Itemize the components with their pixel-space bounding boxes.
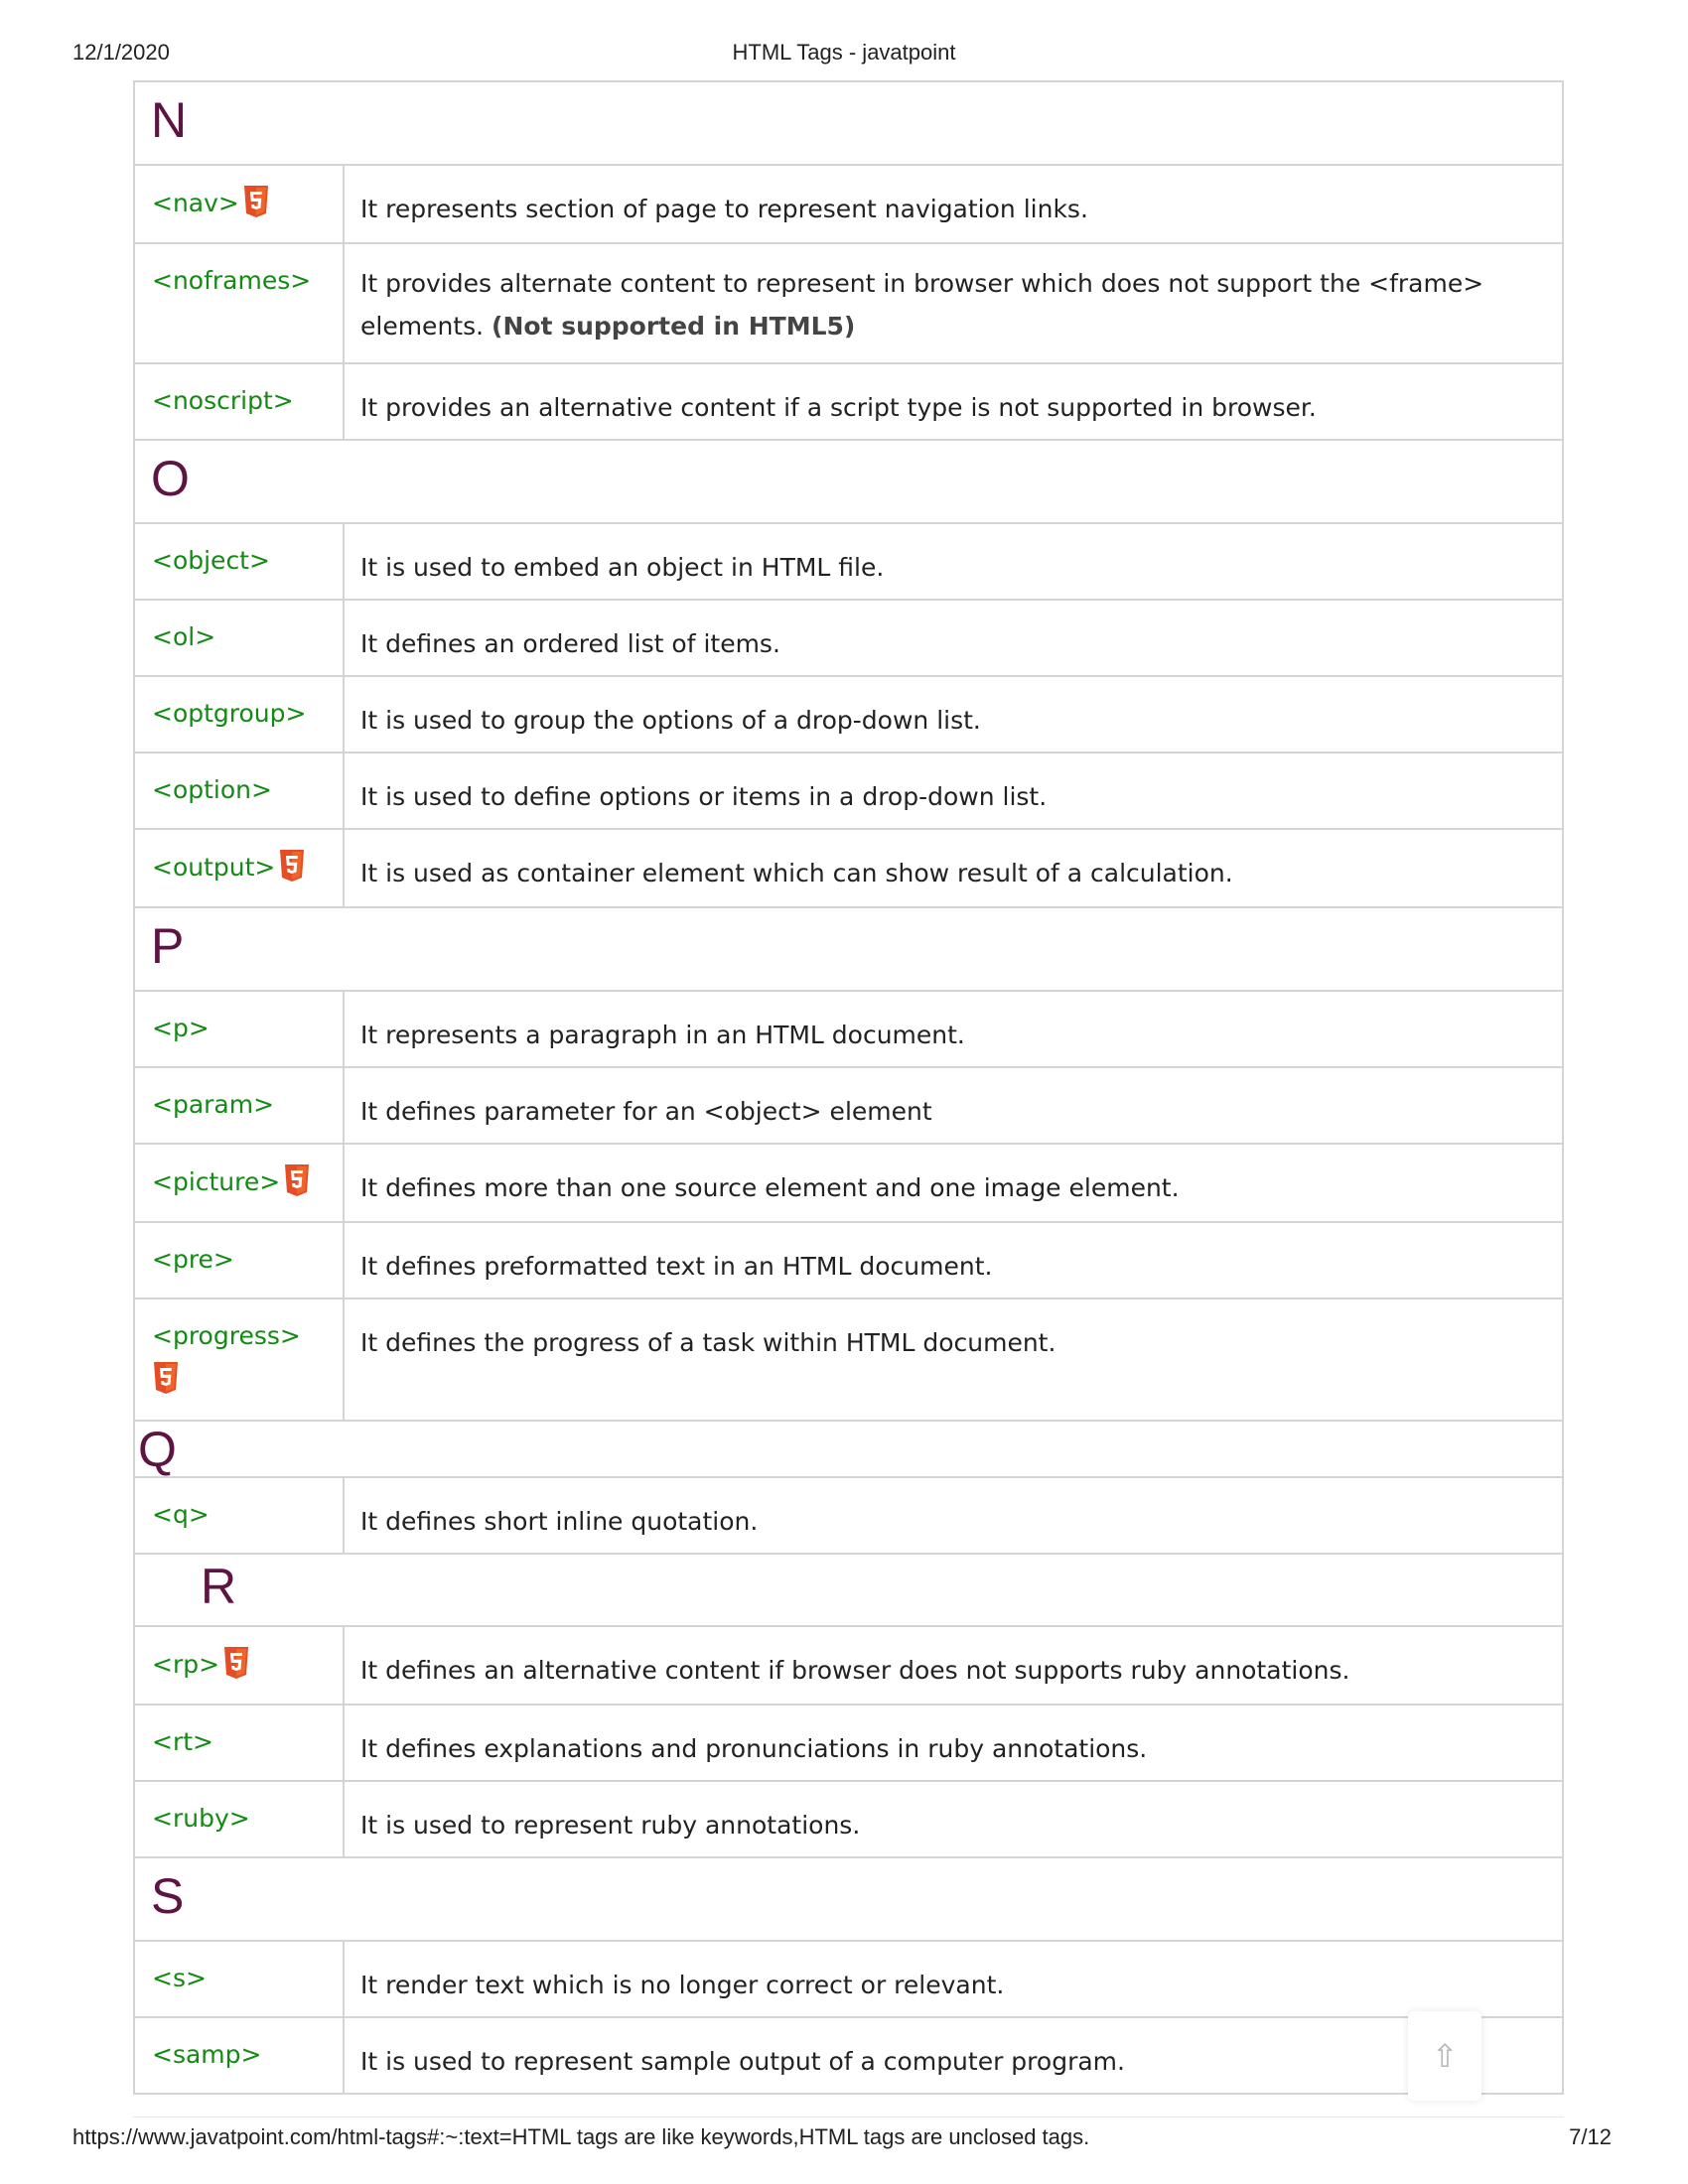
description-cell: It defines short inline quotation. — [344, 1477, 1563, 1554]
description-cell: It defines explanations and pronunciations in ruby annotations. — [344, 1705, 1563, 1781]
tag-name: <progress> — [152, 1321, 301, 1350]
description-cell: It provides an alternative content if a script type is not supported in browser. — [344, 363, 1563, 440]
html5-icon — [283, 1163, 311, 1197]
description-cell: It defines preformatted text in an HTML document. — [344, 1222, 1563, 1298]
tag-cell: <p> — [134, 991, 344, 1067]
arrow-up-icon: ⇧ — [1431, 2037, 1459, 2075]
table-row — [134, 523, 1563, 600]
table-row — [134, 1144, 1563, 1222]
section-letter: R — [134, 1554, 1563, 1626]
section-letter: P — [134, 907, 1563, 991]
description-cell: It defines the progress of a task within HTML document. — [344, 1298, 1563, 1421]
tag-cell: <param> — [134, 1067, 344, 1144]
print-url: https://www.javatpoint.com/html-tags#:~:text=HTML tags are like keywords,HTML tags are unclosed tags. — [72, 2124, 1090, 2149]
description-cell: It defines more than one source element and one image element. — [344, 1144, 1563, 1222]
table-row — [134, 752, 1563, 829]
table-row — [134, 991, 1563, 1067]
table-row — [134, 1705, 1563, 1781]
tag-cell: <optgroup> — [134, 676, 344, 752]
table-row — [134, 1941, 1563, 2017]
page-divider — [133, 2116, 1564, 2117]
description-text: It provides alternate content to represent in browser which does not support the <frame> elements. — [360, 269, 1484, 341]
table-row — [134, 2017, 1563, 2094]
table-row — [134, 829, 1563, 907]
deprecation-note: (Not supported in HTML5) — [492, 312, 856, 341]
description-cell: It defines an ordered list of items. — [344, 600, 1563, 676]
scroll-to-top-button[interactable] — [1408, 2011, 1481, 2101]
tag-name: <rp> — [152, 1650, 220, 1679]
tag-cell — [134, 1144, 344, 1222]
tag-cell: <option> — [134, 752, 344, 829]
tag-cell: <samp> — [134, 2017, 344, 2094]
tag-cell: <object> — [134, 523, 344, 600]
section-header-q — [134, 1421, 1563, 1477]
section-letter: N — [134, 81, 1563, 165]
description-cell: It represents a paragraph in an HTML document. — [344, 991, 1563, 1067]
html5-icon — [222, 1646, 250, 1680]
table-row — [134, 600, 1563, 676]
table-row — [134, 676, 1563, 752]
description-cell: It is used to represent sample output of a computer program. — [344, 2017, 1563, 2094]
section-letter: Q — [134, 1421, 1563, 1477]
tag-name: <output> — [152, 853, 276, 882]
description-cell: It render text which is no longer correct or relevant. — [344, 1941, 1563, 2017]
table-row — [134, 1626, 1563, 1705]
description-cell: It is used to group the options of a drop-down list. — [344, 676, 1563, 752]
section-letter: O — [134, 440, 1563, 523]
print-footer — [0, 2124, 1688, 2154]
table-row — [134, 1222, 1563, 1298]
table-row — [134, 243, 1563, 363]
tag-cell: <noscript> — [134, 363, 344, 440]
description-cell: It defines an alternative content if browser does not supports ruby annotations. — [344, 1626, 1563, 1705]
description-cell — [344, 243, 1563, 363]
description-cell: It represents section of page to represent navigation links. — [344, 165, 1563, 243]
print-header — [0, 40, 1688, 69]
description-cell: It is used as container element which can show result of a calculation. — [344, 829, 1563, 907]
table-row — [134, 165, 1563, 243]
description-cell: It defines parameter for an <object> element — [344, 1067, 1563, 1144]
section-header-p — [134, 907, 1563, 991]
section-header-s — [134, 1857, 1563, 1941]
table-row — [134, 1781, 1563, 1857]
tag-cell — [134, 829, 344, 907]
tag-cell: <q> — [134, 1477, 344, 1554]
print-page-title: HTML Tags - javatpoint — [732, 40, 956, 65]
tag-cell — [134, 1626, 344, 1705]
tag-cell: <s> — [134, 1941, 344, 2017]
tag-cell — [134, 1298, 344, 1421]
description-cell: It is used to represent ruby annotations. — [344, 1781, 1563, 1857]
section-header-r — [134, 1554, 1563, 1626]
section-header-n — [134, 81, 1563, 165]
table-row — [134, 1067, 1563, 1144]
tag-cell: <ruby> — [134, 1781, 344, 1857]
tag-cell: <pre> — [134, 1222, 344, 1298]
tag-cell: <rt> — [134, 1705, 344, 1781]
tag-name: <nav> — [152, 189, 239, 217]
html5-icon — [242, 185, 270, 218]
table-row — [134, 363, 1563, 440]
tag-cell: <noframes> — [134, 243, 344, 363]
html-tags-table — [133, 80, 1564, 2095]
section-letter: S — [134, 1857, 1563, 1941]
section-header-o — [134, 440, 1563, 523]
tag-cell — [134, 165, 344, 243]
description-cell: It is used to embed an object in HTML file. — [344, 523, 1563, 600]
table-row — [134, 1477, 1563, 1554]
tag-cell: <ol> — [134, 600, 344, 676]
page-number: 7/12 — [1569, 2124, 1612, 2149]
table-row — [134, 1298, 1563, 1421]
print-date: 12/1/2020 — [72, 40, 170, 65]
html5-icon — [278, 849, 306, 883]
description-cell: It is used to define options or items in a drop-down list. — [344, 752, 1563, 829]
tag-name: <picture> — [152, 1167, 281, 1196]
html5-icon — [152, 1361, 180, 1395]
